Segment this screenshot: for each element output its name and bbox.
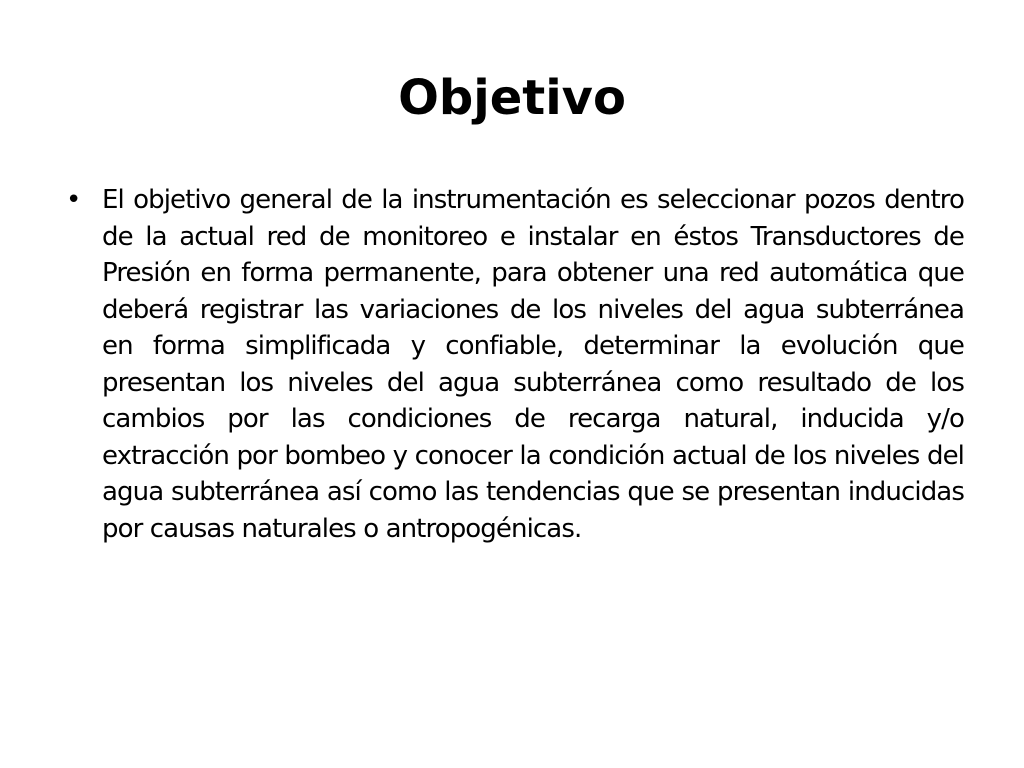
bullet-marker: • [66, 185, 82, 215]
bullet-list [62, 182, 964, 547]
bullet-item [62, 182, 964, 547]
slide-title: Objetivo [398, 70, 626, 126]
bullet-text: El objetivo general de la instrumentación es seleccionar pozos dentro de la actual red de monitoreo e instalar en éstos Transductores de Presión en forma permanente, para obtener una red automática que deberá registrar las variaciones de los niveles del agua subterránea en forma simplificada y confiable, determinar la evolución que presentan los niveles del agua subterránea como resultado de los cambios por las condiciones de recarga natural, inducida y/o extracción por bombeo y conocer la condición actual de los niveles del agua subterránea así como las tendencias que se presentan inducidas por causas naturales o antropogénicas. [102, 185, 964, 544]
